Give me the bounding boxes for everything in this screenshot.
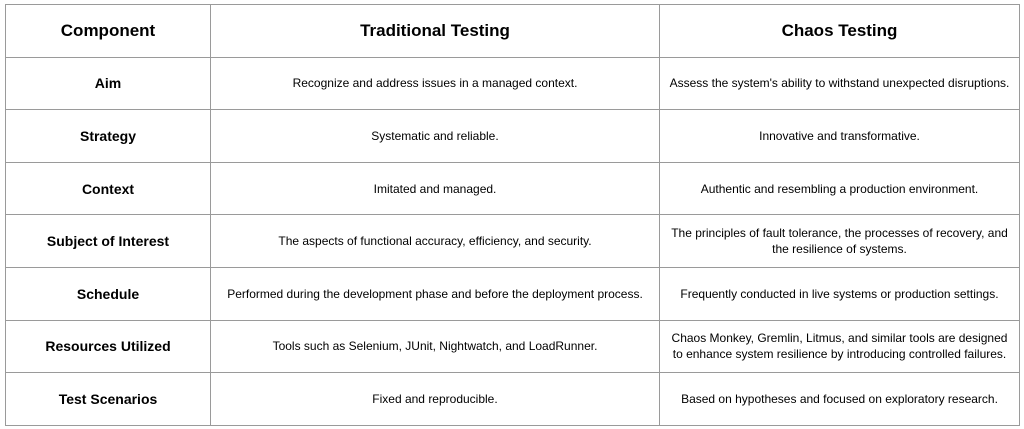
table-row bbox=[6, 215, 1020, 268]
header-row bbox=[6, 5, 1020, 58]
row-label: Context bbox=[6, 162, 211, 215]
traditional-cell: Performed during the development phase and before the deployment process. bbox=[211, 267, 660, 320]
table-row bbox=[6, 162, 1020, 215]
chaos-cell: Based on hypotheses and focused on exploratory research. bbox=[660, 373, 1020, 426]
row-label: Subject of Interest bbox=[6, 215, 211, 268]
traditional-cell: Systematic and reliable. bbox=[211, 110, 660, 163]
chaos-cell: Assess the system's ability to withstand unexpected disruptions. bbox=[660, 57, 1020, 110]
row-label: Resources Utilized bbox=[6, 320, 211, 373]
row-label: Test Scenarios bbox=[6, 373, 211, 426]
traditional-cell: Imitated and managed. bbox=[211, 162, 660, 215]
table-row bbox=[6, 267, 1020, 320]
comparison-table bbox=[5, 4, 1020, 426]
traditional-cell: Fixed and reproducible. bbox=[211, 373, 660, 426]
chaos-cell: Innovative and transformative. bbox=[660, 110, 1020, 163]
header-component: Component bbox=[6, 5, 211, 58]
header-chaos-testing: Chaos Testing bbox=[660, 5, 1020, 58]
chaos-cell: Chaos Monkey, Gremlin, Litmus, and similar tools are designed to enhance system resilience by introducing controlled failures. bbox=[660, 320, 1020, 373]
row-label: Schedule bbox=[6, 267, 211, 320]
header-traditional-testing: Traditional Testing bbox=[211, 5, 660, 58]
traditional-cell: Tools such as Selenium, JUnit, Nightwatch, and LoadRunner. bbox=[211, 320, 660, 373]
table-row bbox=[6, 320, 1020, 373]
chaos-cell: The principles of fault tolerance, the processes of recovery, and the resilience of systems. bbox=[660, 215, 1020, 268]
table-row bbox=[6, 373, 1020, 426]
table-row bbox=[6, 110, 1020, 163]
chaos-cell: Frequently conducted in live systems or production settings. bbox=[660, 267, 1020, 320]
traditional-cell: Recognize and address issues in a managed context. bbox=[211, 57, 660, 110]
chaos-cell: Authentic and resembling a production environment. bbox=[660, 162, 1020, 215]
traditional-cell: The aspects of functional accuracy, efficiency, and security. bbox=[211, 215, 660, 268]
row-label: Strategy bbox=[6, 110, 211, 163]
comparison-table-wrapper bbox=[5, 4, 1019, 426]
row-label: Aim bbox=[6, 57, 211, 110]
table-row bbox=[6, 57, 1020, 110]
